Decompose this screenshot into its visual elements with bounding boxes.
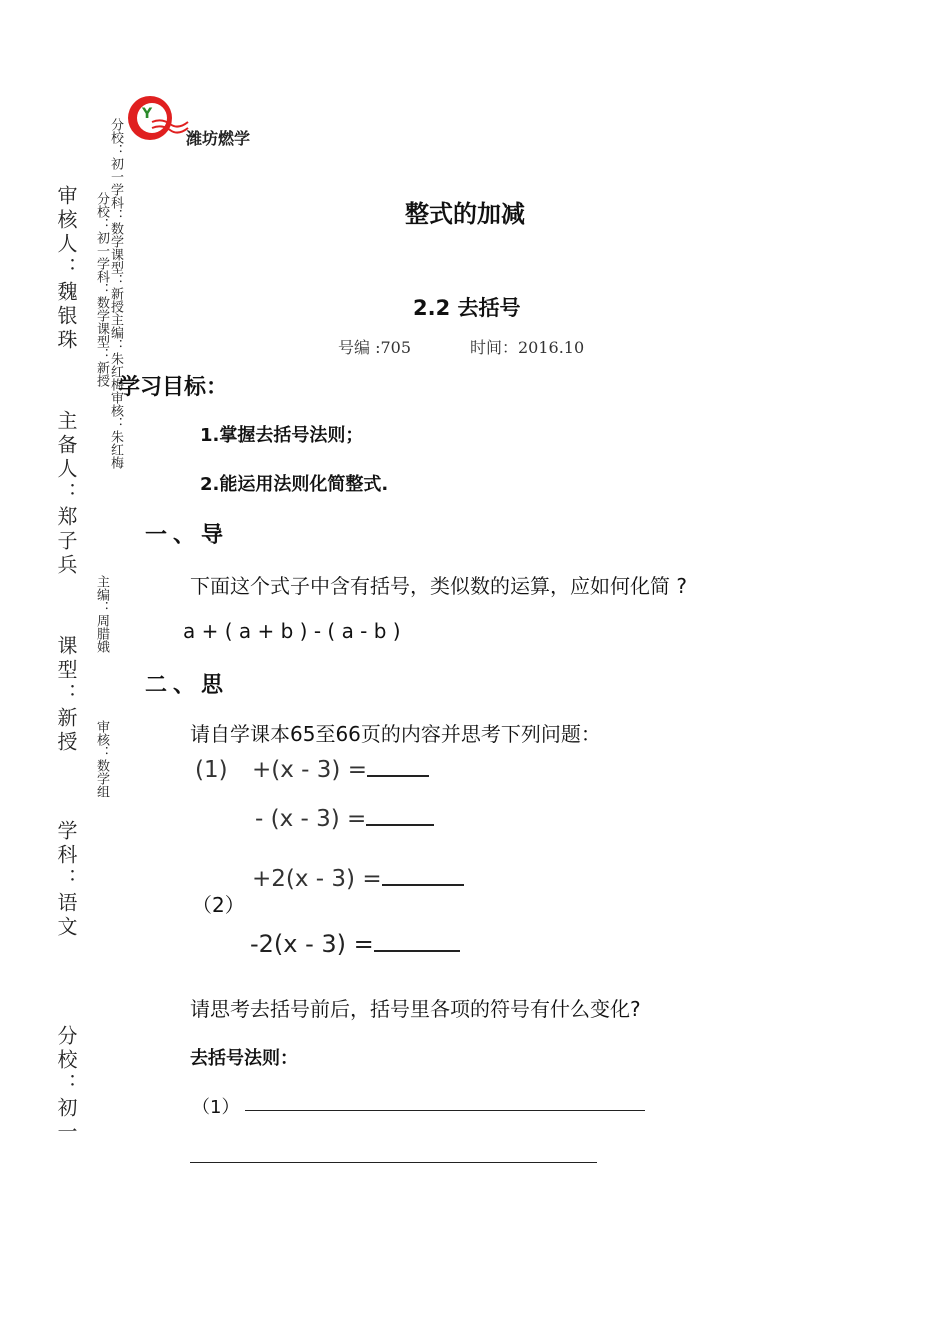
doc-time: 时间：2016.10 — [470, 338, 585, 357]
goals-heading: 学习目标： — [118, 375, 229, 400]
exercise-1a-expression: +(x - 3) = — [252, 757, 367, 783]
exercise-1b-expression: - (x - 3) = — [255, 806, 367, 832]
goal-item-1: 1.掌握去括号法则； — [200, 425, 364, 446]
margin-inner-editor: 主编：周腊娥 — [94, 575, 109, 653]
section-2-heading: 二、思 — [145, 673, 230, 698]
logo-text: 潍坊燃学 — [186, 129, 251, 148]
rule-item-1-label: （1） — [192, 1097, 240, 1118]
doc-number: 号编 :705 — [338, 338, 412, 357]
exercise-2b-blank[interactable] — [374, 932, 460, 952]
exercise-1a — [252, 757, 429, 783]
section-subtitle: 2.2 去括号 — [413, 296, 521, 320]
margin-inner-col-2: 分校：初一学科：数学课型：新授 — [94, 192, 109, 387]
margin-inner-review: 审核：数学组 — [94, 720, 109, 798]
exercise-2a-expression: +2(x - 3) = — [252, 866, 382, 892]
exercise-2-label: （2） — [192, 893, 245, 917]
margin-reviewer: 审核人：魏银珠 — [54, 185, 78, 353]
exercise-1b — [255, 806, 434, 832]
section-1-question: 下面这个式子中含有括号，类似数的运算，应如何化简 ? — [190, 574, 687, 598]
logo-swoosh-icon — [150, 116, 190, 136]
margin-subject: 学科：语文 — [54, 820, 78, 940]
rule-heading: 去括号法则： — [190, 1048, 298, 1069]
page-title: 整式的加减 — [405, 200, 525, 228]
goal-item-2: 2.能运用法则化简整式. — [200, 474, 389, 495]
section-1-heading: 一、导 — [145, 523, 230, 548]
rule-item-1-blank-line-2[interactable] — [190, 1162, 597, 1163]
margin-lesson-type: 课型：新授 — [54, 635, 78, 755]
exercise-1a-blank[interactable] — [367, 757, 429, 777]
exercise-1b-blank[interactable] — [366, 806, 434, 826]
exercise-2b-expression: -2(x - 3) = — [250, 930, 374, 958]
margin-inner-col-1: 分校：初一学科：数学课型：新授主编：朱红梅审核：朱红梅 — [108, 118, 123, 469]
rule-item-1-blank[interactable] — [245, 1110, 645, 1111]
school-logo: Y — [128, 96, 172, 140]
exercise-2b — [250, 930, 460, 958]
exercise-1-label: (1) — [195, 757, 228, 783]
exercise-2a-blank[interactable] — [382, 866, 464, 886]
exercise-2a — [252, 866, 464, 892]
margin-branch: 分校：初一 — [54, 1025, 78, 1145]
section-2-instruction: 请自学课本65至66页的内容并思考下列问题： — [190, 722, 601, 746]
section-1-expression: a + ( a + b ) - ( a - b ) — [183, 619, 401, 643]
section-2-question: 请思考去括号前后，括号里各项的符号有什么变化? — [190, 997, 641, 1021]
margin-preparer: 主备人：郑子兵 — [54, 410, 78, 578]
